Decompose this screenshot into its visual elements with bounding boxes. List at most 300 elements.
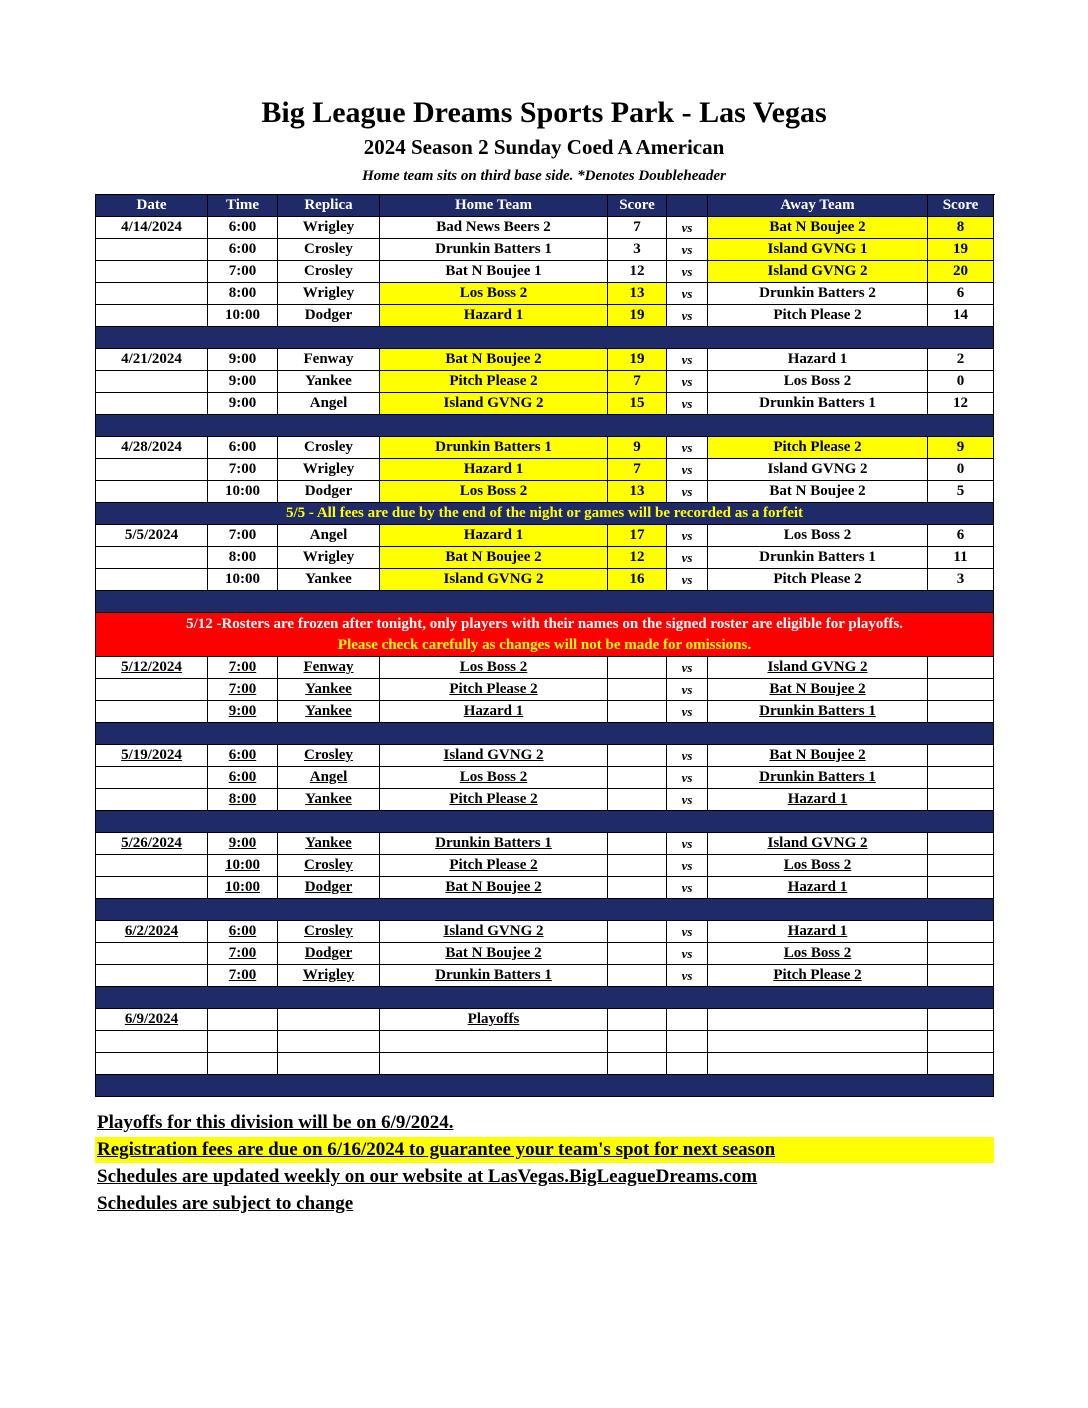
cell-time: 8:00 xyxy=(208,547,278,569)
cell-replica: Crosley xyxy=(278,261,380,283)
cell-time: 7:00 xyxy=(208,261,278,283)
game-row xyxy=(96,701,995,723)
game-row xyxy=(96,745,995,767)
cell-time: 7:00 xyxy=(208,965,278,987)
cell-away-team: Pitch Please 2 xyxy=(708,305,928,327)
separator-row xyxy=(96,591,995,613)
header-time: Time xyxy=(208,195,278,217)
vs-label: vs xyxy=(667,283,708,305)
cell-date: 6/9/2024 xyxy=(96,1009,208,1031)
cell-away-team: Pitch Please 2 xyxy=(708,437,928,459)
cell-home-score xyxy=(608,1031,667,1053)
cell-away-score: 8 xyxy=(928,217,994,239)
cell-time: 7:00 xyxy=(208,943,278,965)
cell-date xyxy=(96,855,208,877)
game-row xyxy=(96,437,995,459)
vs-label: vs xyxy=(667,525,708,547)
vs-label: vs xyxy=(667,217,708,239)
cell-home-team xyxy=(380,1031,608,1053)
cell-time: 10:00 xyxy=(208,855,278,877)
cell-home-score: 17 xyxy=(608,525,667,547)
vs-label: vs xyxy=(667,459,708,481)
alert-row xyxy=(96,613,995,657)
game-row xyxy=(96,283,995,305)
cell-away-team: Bat N Boujee 2 xyxy=(708,745,928,767)
cell-away-score: 12 xyxy=(928,393,994,415)
separator-row xyxy=(96,811,995,833)
cell-home-team: Playoffs xyxy=(380,1009,608,1031)
cell-replica xyxy=(278,1009,380,1031)
vs-label: vs xyxy=(667,789,708,811)
vs-label xyxy=(667,1053,708,1075)
game-row xyxy=(96,767,995,789)
cell-home-team: Hazard 1 xyxy=(380,305,608,327)
cell-home-team: Pitch Please 2 xyxy=(380,371,608,393)
cell-away-team: Bat N Boujee 2 xyxy=(708,679,928,701)
cell-away-score xyxy=(928,921,994,943)
cell-home-team: Bat N Boujee 2 xyxy=(380,547,608,569)
cell-replica: Angel xyxy=(278,525,380,547)
fees-due-notice: 5/5 - All fees are due by the end of the night or games will be recorded as a forfeit xyxy=(96,503,994,525)
cell-away-team: Island GVNG 2 xyxy=(708,833,928,855)
vs-label: vs xyxy=(667,657,708,679)
cell-away-score: 9 xyxy=(928,437,994,459)
cell-date xyxy=(96,371,208,393)
cell-replica: Crosley xyxy=(278,745,380,767)
cell-replica: Crosley xyxy=(278,921,380,943)
page-title: Big League Dreams Sports Park - Las Vegas xyxy=(261,96,827,129)
cell-home-score xyxy=(608,1009,667,1031)
cell-date xyxy=(96,305,208,327)
vs-label: vs xyxy=(667,833,708,855)
cell-away-team: Hazard 1 xyxy=(708,921,928,943)
cell-away-score xyxy=(928,1031,994,1053)
cell-date xyxy=(96,943,208,965)
cell-away-score xyxy=(928,767,994,789)
vs-label: vs xyxy=(667,239,708,261)
cell-away-team: Hazard 1 xyxy=(708,349,928,371)
cell-date xyxy=(96,767,208,789)
cell-date xyxy=(96,679,208,701)
separator-bar xyxy=(96,987,994,1009)
cell-date xyxy=(96,283,208,305)
cell-date xyxy=(96,569,208,591)
cell-away-team: Hazard 1 xyxy=(708,877,928,899)
game-row xyxy=(96,921,995,943)
cell-home-score xyxy=(608,767,667,789)
empty-row xyxy=(96,1053,995,1075)
game-row xyxy=(96,877,995,899)
cell-away-team: Island GVNG 2 xyxy=(708,261,928,283)
cell-away-score xyxy=(928,657,994,679)
cell-replica xyxy=(278,1031,380,1053)
cell-away-score: 19 xyxy=(928,239,994,261)
cell-away-score: 6 xyxy=(928,525,994,547)
cell-time: 9:00 xyxy=(208,371,278,393)
cell-away-score: 6 xyxy=(928,283,994,305)
cell-home-team: Bat N Boujee 2 xyxy=(380,877,608,899)
vs-label: vs xyxy=(667,569,708,591)
schedule-table xyxy=(95,194,995,1097)
cell-time: 6:00 xyxy=(208,217,278,239)
cell-time: 10:00 xyxy=(208,305,278,327)
cell-away-score xyxy=(928,855,994,877)
cell-time: 7:00 xyxy=(208,657,278,679)
cell-home-score xyxy=(608,789,667,811)
vs-label: vs xyxy=(667,437,708,459)
header-home-score: Score xyxy=(608,195,667,217)
cell-away-team: Los Boss 2 xyxy=(708,855,928,877)
cell-away-team: Drunkin Batters 1 xyxy=(708,547,928,569)
vs-label: vs xyxy=(667,965,708,987)
cell-home-score xyxy=(608,921,667,943)
cell-time: 9:00 xyxy=(208,833,278,855)
separator-bar xyxy=(96,899,994,921)
game-row xyxy=(96,481,995,503)
cell-home-team: Los Boss 2 xyxy=(380,481,608,503)
cell-home-score xyxy=(608,745,667,767)
vs-label: vs xyxy=(667,877,708,899)
cell-home-score xyxy=(608,657,667,679)
cell-away-score: 3 xyxy=(928,569,994,591)
cell-time: 6:00 xyxy=(208,437,278,459)
game-row xyxy=(96,261,995,283)
vs-label: vs xyxy=(667,393,708,415)
separator-bar xyxy=(96,811,994,833)
notice-row xyxy=(96,503,995,525)
separator-bar xyxy=(96,1075,994,1097)
cell-replica: Yankee xyxy=(278,569,380,591)
game-row xyxy=(96,305,995,327)
header-home-team: Home Team xyxy=(380,195,608,217)
cell-away-team: Bat N Boujee 2 xyxy=(708,217,928,239)
vs-label: vs xyxy=(667,855,708,877)
cell-home-team xyxy=(380,1053,608,1075)
cell-home-score xyxy=(608,1053,667,1075)
cell-away-team: Pitch Please 2 xyxy=(708,569,928,591)
cell-away-score xyxy=(928,679,994,701)
cell-time: 6:00 xyxy=(208,767,278,789)
game-row xyxy=(96,943,995,965)
cell-home-team: Bat N Boujee 2 xyxy=(380,349,608,371)
vs-label: vs xyxy=(667,371,708,393)
cell-home-score: 7 xyxy=(608,371,667,393)
separator-row xyxy=(96,987,995,1009)
cell-home-team: Pitch Please 2 xyxy=(380,789,608,811)
vs-label: vs xyxy=(667,679,708,701)
separator-row xyxy=(96,723,995,745)
vs-label xyxy=(667,1031,708,1053)
cell-date: 6/2/2024 xyxy=(96,921,208,943)
cell-home-team: Los Boss 2 xyxy=(380,657,608,679)
separator-row xyxy=(96,327,995,349)
cell-away-score xyxy=(928,701,994,723)
cell-home-team: Hazard 1 xyxy=(380,525,608,547)
cell-away-team: Island GVNG 2 xyxy=(708,459,928,481)
alert-line-1: 5/12 -Rosters are frozen after tonight, only players with their names on the signed roster are eligible for playoffs. xyxy=(186,615,903,632)
vs-label xyxy=(667,1009,708,1031)
cell-time: 7:00 xyxy=(208,525,278,547)
cell-date xyxy=(96,877,208,899)
cell-date xyxy=(96,261,208,283)
cell-home-score: 13 xyxy=(608,283,667,305)
cell-replica: Wrigley xyxy=(278,547,380,569)
separator-row xyxy=(96,415,995,437)
cell-date xyxy=(96,701,208,723)
cell-home-team: Drunkin Batters 1 xyxy=(380,437,608,459)
cell-home-team: Bat N Boujee 2 xyxy=(380,943,608,965)
cell-home-team: Hazard 1 xyxy=(380,701,608,723)
vs-label: vs xyxy=(667,349,708,371)
cell-time: 6:00 xyxy=(208,921,278,943)
cell-time: 9:00 xyxy=(208,393,278,415)
cell-away-team xyxy=(708,1031,928,1053)
cell-date: 5/19/2024 xyxy=(96,745,208,767)
game-row xyxy=(96,569,995,591)
vs-label: vs xyxy=(667,481,708,503)
game-row xyxy=(96,657,995,679)
cell-replica: Wrigley xyxy=(278,283,380,305)
cell-home-team: Pitch Please 2 xyxy=(380,855,608,877)
game-row xyxy=(96,239,995,261)
cell-replica: Dodger xyxy=(278,305,380,327)
game-row xyxy=(96,679,995,701)
vs-label: vs xyxy=(667,701,708,723)
cell-replica: Crosley xyxy=(278,437,380,459)
cell-date xyxy=(96,239,208,261)
cell-home-team: Bat N Boujee 1 xyxy=(380,261,608,283)
empty-row xyxy=(96,1031,995,1053)
home-team-note: Home team sits on third base side. *Denotes Doubleheader xyxy=(362,168,726,184)
game-row xyxy=(96,349,995,371)
cell-away-team: Bat N Boujee 2 xyxy=(708,481,928,503)
cell-home-team: Drunkin Batters 1 xyxy=(380,833,608,855)
cell-away-score xyxy=(928,789,994,811)
vs-label: vs xyxy=(667,745,708,767)
cell-home-team: Pitch Please 2 xyxy=(380,679,608,701)
cell-date xyxy=(96,789,208,811)
game-row xyxy=(96,789,995,811)
game-row xyxy=(96,855,995,877)
game-row xyxy=(96,217,995,239)
cell-date: 5/26/2024 xyxy=(96,833,208,855)
cell-away-team: Drunkin Batters 1 xyxy=(708,767,928,789)
vs-label: vs xyxy=(667,261,708,283)
cell-time: 7:00 xyxy=(208,459,278,481)
cell-date: 4/14/2024 xyxy=(96,217,208,239)
header-date: Date xyxy=(96,195,208,217)
vs-label: vs xyxy=(667,305,708,327)
cell-time: 10:00 xyxy=(208,569,278,591)
cell-date: 5/5/2024 xyxy=(96,525,208,547)
cell-date: 5/12/2024 xyxy=(96,657,208,679)
cell-time: 8:00 xyxy=(208,283,278,305)
cell-time xyxy=(208,1009,278,1031)
cell-home-team: Los Boss 2 xyxy=(380,767,608,789)
game-row xyxy=(96,547,995,569)
footer-notes xyxy=(95,1110,994,1217)
header-replica: Replica xyxy=(278,195,380,217)
cell-time: 7:00 xyxy=(208,679,278,701)
cell-away-score: 0 xyxy=(928,459,994,481)
cell-replica: Crosley xyxy=(278,855,380,877)
vs-label: vs xyxy=(667,921,708,943)
cell-replica: Yankee xyxy=(278,679,380,701)
cell-home-score: 15 xyxy=(608,393,667,415)
cell-time xyxy=(208,1031,278,1053)
game-row xyxy=(96,965,995,987)
cell-home-score: 16 xyxy=(608,569,667,591)
cell-home-team: Hazard 1 xyxy=(380,459,608,481)
cell-home-team: Drunkin Batters 1 xyxy=(380,965,608,987)
cell-home-team: Island GVNG 2 xyxy=(380,569,608,591)
cell-replica: Yankee xyxy=(278,371,380,393)
cell-home-score xyxy=(608,877,667,899)
header-away-score: Score xyxy=(928,195,994,217)
vs-label: vs xyxy=(667,547,708,569)
cell-time: 9:00 xyxy=(208,701,278,723)
cell-date xyxy=(96,547,208,569)
cell-away-score xyxy=(928,943,994,965)
cell-away-team xyxy=(708,1009,928,1031)
cell-home-score: 19 xyxy=(608,305,667,327)
cell-home-score: 13 xyxy=(608,481,667,503)
cell-replica: Yankee xyxy=(278,789,380,811)
cell-replica: Dodger xyxy=(278,943,380,965)
website-note: Schedules are updated weekly on our website at LasVegas.BigLeagueDreams.com xyxy=(97,1166,758,1187)
cell-away-score xyxy=(928,1009,994,1031)
cell-home-score: 3 xyxy=(608,239,667,261)
cell-away-score: 0 xyxy=(928,371,994,393)
cell-replica: Wrigley xyxy=(278,965,380,987)
cell-away-team: Los Boss 2 xyxy=(708,943,928,965)
cell-away-score: 11 xyxy=(928,547,994,569)
game-row xyxy=(96,525,995,547)
cell-date xyxy=(96,481,208,503)
cell-replica: Dodger xyxy=(278,877,380,899)
cell-date xyxy=(96,393,208,415)
game-row xyxy=(96,1009,995,1031)
cell-away-team: Drunkin Batters 2 xyxy=(708,283,928,305)
cell-date: 4/28/2024 xyxy=(96,437,208,459)
separator-bar xyxy=(96,327,994,349)
cell-home-score xyxy=(608,679,667,701)
game-row xyxy=(96,371,995,393)
separator-bar xyxy=(96,591,994,613)
header-vs-spacer xyxy=(667,195,708,217)
cell-home-score: 19 xyxy=(608,349,667,371)
cell-time: 6:00 xyxy=(208,239,278,261)
game-row xyxy=(96,393,995,415)
cell-home-team: Island GVNG 2 xyxy=(380,921,608,943)
cell-replica: Fenway xyxy=(278,657,380,679)
alert-line-2: Please check carefully as changes will not be made for omissions. xyxy=(337,636,752,653)
cell-away-team: Drunkin Batters 1 xyxy=(708,701,928,723)
cell-replica xyxy=(278,1053,380,1075)
cell-away-score: 2 xyxy=(928,349,994,371)
subject-to-change-note: Schedules are subject to change xyxy=(97,1193,354,1214)
header-away-team: Away Team xyxy=(708,195,928,217)
cell-home-team: Island GVNG 2 xyxy=(380,393,608,415)
cell-home-score xyxy=(608,965,667,987)
cell-date xyxy=(96,459,208,481)
cell-away-score: 5 xyxy=(928,481,994,503)
cell-away-score xyxy=(928,877,994,899)
cell-home-score xyxy=(608,943,667,965)
roster-freeze-alert xyxy=(96,613,994,657)
game-row xyxy=(96,833,995,855)
cell-home-score: 7 xyxy=(608,217,667,239)
cell-replica: Dodger xyxy=(278,481,380,503)
cell-away-score xyxy=(928,745,994,767)
cell-date xyxy=(96,1053,208,1075)
cell-replica: Angel xyxy=(278,767,380,789)
cell-away-team: Los Boss 2 xyxy=(708,525,928,547)
cell-time xyxy=(208,1053,278,1075)
cell-time: 10:00 xyxy=(208,877,278,899)
cell-away-team: Island GVNG 1 xyxy=(708,239,928,261)
cell-home-team: Drunkin Batters 1 xyxy=(380,239,608,261)
table-header-row xyxy=(96,195,995,217)
vs-label: vs xyxy=(667,767,708,789)
cell-away-score xyxy=(928,1053,994,1075)
cell-date: 4/21/2024 xyxy=(96,349,208,371)
cell-date xyxy=(96,1031,208,1053)
cell-replica: Yankee xyxy=(278,833,380,855)
cell-home-score xyxy=(608,855,667,877)
game-row xyxy=(96,459,995,481)
cell-date xyxy=(96,965,208,987)
cell-home-score: 12 xyxy=(608,547,667,569)
cell-time: 10:00 xyxy=(208,481,278,503)
cell-away-score: 20 xyxy=(928,261,994,283)
vs-label: vs xyxy=(667,943,708,965)
table-body xyxy=(96,217,995,1097)
separator-row xyxy=(96,899,995,921)
playoffs-note: Playoffs for this division will be on 6/9/2024. xyxy=(97,1112,454,1133)
cell-time: 8:00 xyxy=(208,789,278,811)
cell-home-team: Los Boss 2 xyxy=(380,283,608,305)
cell-away-team: Drunkin Batters 1 xyxy=(708,393,928,415)
cell-replica: Fenway xyxy=(278,349,380,371)
cell-replica: Wrigley xyxy=(278,217,380,239)
cell-away-team: Island GVNG 2 xyxy=(708,657,928,679)
cell-home-score: 12 xyxy=(608,261,667,283)
cell-away-score xyxy=(928,833,994,855)
cell-replica: Angel xyxy=(278,393,380,415)
cell-home-score xyxy=(608,701,667,723)
cell-away-team xyxy=(708,1053,928,1075)
cell-home-score xyxy=(608,833,667,855)
cell-away-team: Los Boss 2 xyxy=(708,371,928,393)
cell-home-score: 7 xyxy=(608,459,667,481)
cell-home-score: 9 xyxy=(608,437,667,459)
cell-time: 9:00 xyxy=(208,349,278,371)
cell-home-team: Island GVNG 2 xyxy=(380,745,608,767)
page-subtitle: 2024 Season 2 Sunday Coed A American xyxy=(363,135,725,159)
cell-replica: Crosley xyxy=(278,239,380,261)
cell-away-team: Pitch Please 2 xyxy=(708,965,928,987)
cell-away-score xyxy=(928,965,994,987)
separator-bar xyxy=(96,415,994,437)
cell-home-team: Bad News Beers 2 xyxy=(380,217,608,239)
cell-replica: Wrigley xyxy=(278,459,380,481)
separator-bar xyxy=(96,723,994,745)
cell-replica: Yankee xyxy=(278,701,380,723)
cell-away-team: Hazard 1 xyxy=(708,789,928,811)
registration-fees-note: Registration fees are due on 6/16/2024 to guarantee your team's spot for next season xyxy=(95,1137,994,1163)
cell-time: 6:00 xyxy=(208,745,278,767)
